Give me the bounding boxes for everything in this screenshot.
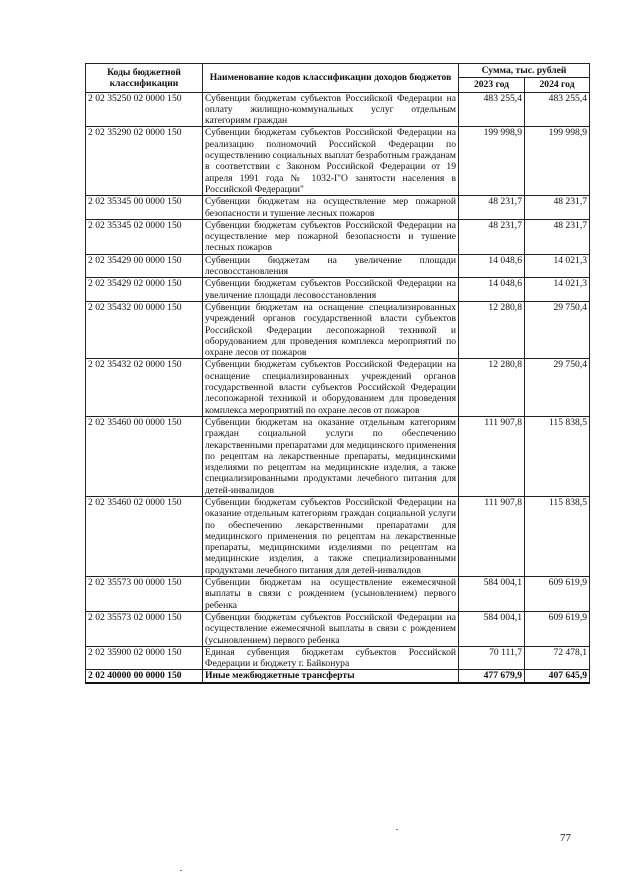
total-name: Иные межбюджетные трансферты — [203, 670, 459, 683]
row-code: 2 02 35460 00 0000 150 — [86, 416, 203, 496]
row-code: 2 02 35460 02 0000 150 — [86, 496, 203, 576]
table-row — [86, 496, 590, 576]
row-name: Субвенции бюджетам субъектов Российской Федерации на оказание отдельным категориям граждан социальной услуги по обеспечению лекарственными препаратами для медицинского применения по рецептам на лекарственные препараты, медицинскими изделиями по рецептам на медицинские изделия, а также специализированными продуктами лечебного питания для детей-инвалидов — [203, 496, 459, 576]
row-2023: 14 048,6 — [459, 278, 525, 302]
row-code: 2 02 35345 00 0000 150 — [86, 196, 203, 220]
row-2024: 72 478,1 — [525, 646, 590, 670]
row-name: Субвенции бюджетам на осуществление мер пожарной безопасности и тушение лесных пожаров — [203, 196, 459, 220]
table-row — [86, 611, 590, 646]
row-name: Субвенции бюджетам на оснащение специализированных учреждений органов государственной власти субъектов Российской Федерации лесопожарной техникой и оборудованием для проведения комплекса мероприятий по охране лесов от пожаров — [203, 301, 459, 358]
total-2023: 477 679,9 — [459, 670, 525, 683]
row-2024: 14 021,3 — [525, 254, 590, 278]
total-row — [86, 670, 590, 683]
header-year-2024: 2024 год — [525, 78, 590, 92]
scan-speck — [180, 870, 182, 871]
total-code: 2 02 40000 00 0000 150 — [86, 670, 203, 683]
row-name: Субвенции бюджетам субъектов Российской Федерации на увеличение площади лесовосстановления — [203, 278, 459, 302]
row-name: Единая субвенция бюджетам субъектов Российской Федерации и бюджету г. Байконура — [203, 646, 459, 670]
table-row — [86, 92, 590, 127]
row-2023: 584 004,1 — [459, 611, 525, 646]
row-2023: 584 004,1 — [459, 577, 525, 612]
row-code: 2 02 35429 02 0000 150 — [86, 278, 203, 302]
row-2024: 14 021,3 — [525, 278, 590, 302]
total-2024: 407 645,9 — [525, 670, 590, 683]
row-2024: 115 838,5 — [525, 496, 590, 576]
row-name: Субвенции бюджетам субъектов Российской Федерации на оснащение специализированных учреждений органов государственной власти субъектов Российской Федерации лесопожарной техникой и оборудованием для проведения комплекса мероприятий по охране лесов от пожаров — [203, 359, 459, 416]
row-2024: 48 231,7 — [525, 196, 590, 220]
row-code: 2 02 35429 00 0000 150 — [86, 254, 203, 278]
table-row — [86, 196, 590, 220]
row-2024: 29 750,4 — [525, 359, 590, 416]
table-body — [86, 92, 590, 683]
table-row — [86, 577, 590, 612]
row-code: 2 02 35432 02 0000 150 — [86, 359, 203, 416]
row-2023: 111 907,8 — [459, 416, 525, 496]
table-row — [86, 278, 590, 302]
row-code: 2 02 35345 02 0000 150 — [86, 219, 203, 254]
row-2024: 483 255,4 — [525, 92, 590, 127]
row-2023: 12 280,8 — [459, 359, 525, 416]
row-name: Субвенции бюджетам на увеличение площади лесовосстановления — [203, 254, 459, 278]
row-code: 2 02 35573 00 0000 150 — [86, 577, 203, 612]
row-2023: 199 998,9 — [459, 127, 525, 196]
row-name: Субвенции бюджетам на осуществление ежемесячной выплаты в связи с рождением (усыновлением) первого ребенка — [203, 577, 459, 612]
row-2024: 48 231,7 — [525, 219, 590, 254]
row-2024: 609 619,9 — [525, 577, 590, 612]
row-name: Субвенции бюджетам субъектов Российской Федерации на реализацию полномочий Российской Федерации по осуществлению социальных выплат безработным гражданам в соответствии с Законом Российской Федерации от 19 апреля 1991 года № 1032-I"О занятости населения в Российской Федерации" — [203, 127, 459, 196]
row-2023: 70 111,7 — [459, 646, 525, 670]
row-2023: 111 907,8 — [459, 496, 525, 576]
header-name: Наименование кодов классификации доходов бюджетов — [203, 64, 459, 93]
row-2024: 29 750,4 — [525, 301, 590, 358]
row-2024: 115 838,5 — [525, 416, 590, 496]
row-name: Субвенции бюджетам субъектов Российской Федерации на осуществление ежемесячной выплаты в связи с рождением (усыновлением) первого ребенка — [203, 611, 459, 646]
row-code: 2 02 35290 02 0000 150 — [86, 127, 203, 196]
row-name: Субвенции бюджетам субъектов Российской Федерации на оплату жилищно-коммунальных услуг отдельным категориям граждан — [203, 92, 459, 127]
scan-speck — [396, 829, 398, 830]
budget-table — [85, 63, 590, 684]
table-row — [86, 646, 590, 670]
table-row — [86, 301, 590, 358]
row-code: 2 02 35900 02 0000 150 — [86, 646, 203, 670]
table-row — [86, 219, 590, 254]
header-code: Коды бюджетной классификации — [86, 64, 203, 93]
row-2023: 12 280,8 — [459, 301, 525, 358]
header-sum: Сумма, тыс. рублей — [459, 64, 590, 78]
table-row — [86, 127, 590, 196]
table-row — [86, 416, 590, 496]
table-header — [86, 64, 590, 93]
row-2023: 48 231,7 — [459, 219, 525, 254]
row-code: 2 02 35432 00 0000 150 — [86, 301, 203, 358]
row-2023: 48 231,7 — [459, 196, 525, 220]
row-2023: 483 255,4 — [459, 92, 525, 127]
row-2024: 609 619,9 — [525, 611, 590, 646]
header-year-2023: 2023 год — [459, 78, 525, 92]
row-2023: 14 048,6 — [459, 254, 525, 278]
table-row — [86, 359, 590, 416]
page-number: 77 — [560, 832, 571, 844]
row-code: 2 02 35250 02 0000 150 — [86, 92, 203, 127]
row-name: Субвенции бюджетам субъектов Российской Федерации на осуществление мер пожарной безопасности и тушение лесных пожаров — [203, 219, 459, 254]
row-name: Субвенции бюджетам на оказание отдельным категориям граждан социальной услуги по обеспечению лекарственными препаратами для медицинского применения по рецептам на лекарственные препараты, медицинскими изделиями по рецептам на медицинские изделия, а также специализированными продуктами лечебного питания для детей-инвалидов — [203, 416, 459, 496]
row-2024: 199 998,9 — [525, 127, 590, 196]
table-row — [86, 254, 590, 278]
row-code: 2 02 35573 02 0000 150 — [86, 611, 203, 646]
